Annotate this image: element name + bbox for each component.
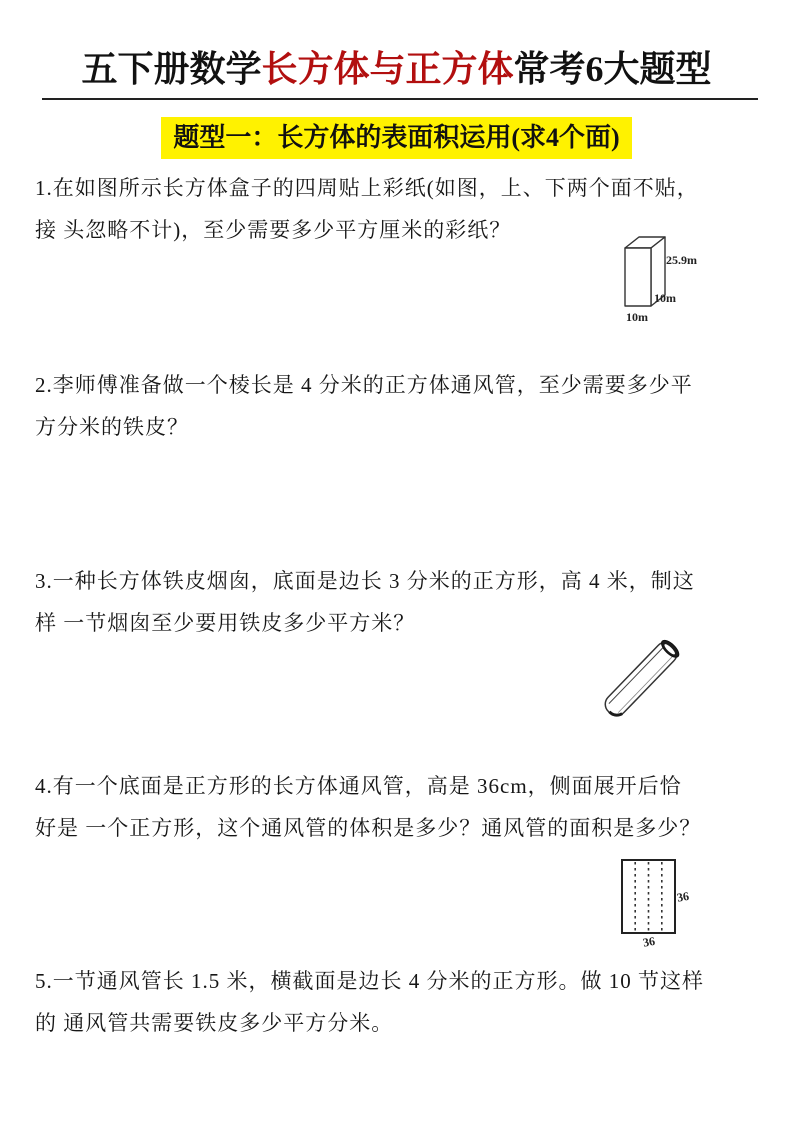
problem-4-line-2: 好是 一个正方形，这个通风管的体积是多少？通风管的面积是多少？ [35, 816, 702, 840]
unfolded-right-label: 36 [675, 888, 691, 905]
problem-2 [35, 364, 761, 448]
problem-5 [35, 960, 761, 1044]
title-black-right: 常考6大题型 [513, 49, 712, 89]
section-heading: 题型一：长方体的表面积运用(求4个面) [161, 117, 631, 159]
box-depth-label: 10m [654, 291, 676, 305]
page-title [0, 46, 793, 92]
problem-5-line-2: 的 通风管共需要铁皮多少平方分米。 [35, 1011, 394, 1035]
problem-5-line-1: 5.一节通风管长 1.5 米，横截面是边长 4 分米的正方形。做 10 节这样 [35, 969, 704, 993]
box-height-label: 25.9m [666, 253, 697, 267]
title-red-part: 长方体与正方体 [261, 49, 514, 89]
problem-2-line-1: 2.李师傅准备做一个棱长是 4 分米的正方体通风管，至少需要多少平 [35, 373, 693, 397]
problem-3-line-2: 样 一节烟囱至少要用铁皮多少平方米？ [35, 611, 416, 635]
section-heading-row [0, 117, 793, 159]
problem-4 [35, 765, 761, 849]
problem-2-line-2: 方分米的铁皮？ [35, 415, 189, 439]
problem-1-line-1: 1.在如图所示长方体盒子的四周贴上彩纸(如图，上、下两个面不贴， [35, 176, 699, 200]
title-black-left: 五下册数学 [81, 49, 262, 89]
box-diagram [598, 228, 730, 328]
unfolded-square-diagram [612, 853, 707, 951]
pipe-diagram [593, 630, 693, 728]
title-divider-line [42, 98, 758, 100]
problem-3-line-1: 3.一种长方体铁皮烟囱，底面是边长 3 分米的正方形，高 4 米，制这 [35, 569, 695, 593]
problem-1-line-2: 接 头忽略不计)，至少需要多少平方厘米的彩纸？ [35, 218, 512, 242]
problem-4-line-1: 4.有一个底面是正方形的长方体通风管，高是 36cm，侧面展开后恰 [35, 774, 682, 798]
box-width-label: 10m [626, 310, 648, 324]
box-front-face [625, 248, 651, 306]
unfolded-bottom-label: 36 [641, 933, 657, 950]
